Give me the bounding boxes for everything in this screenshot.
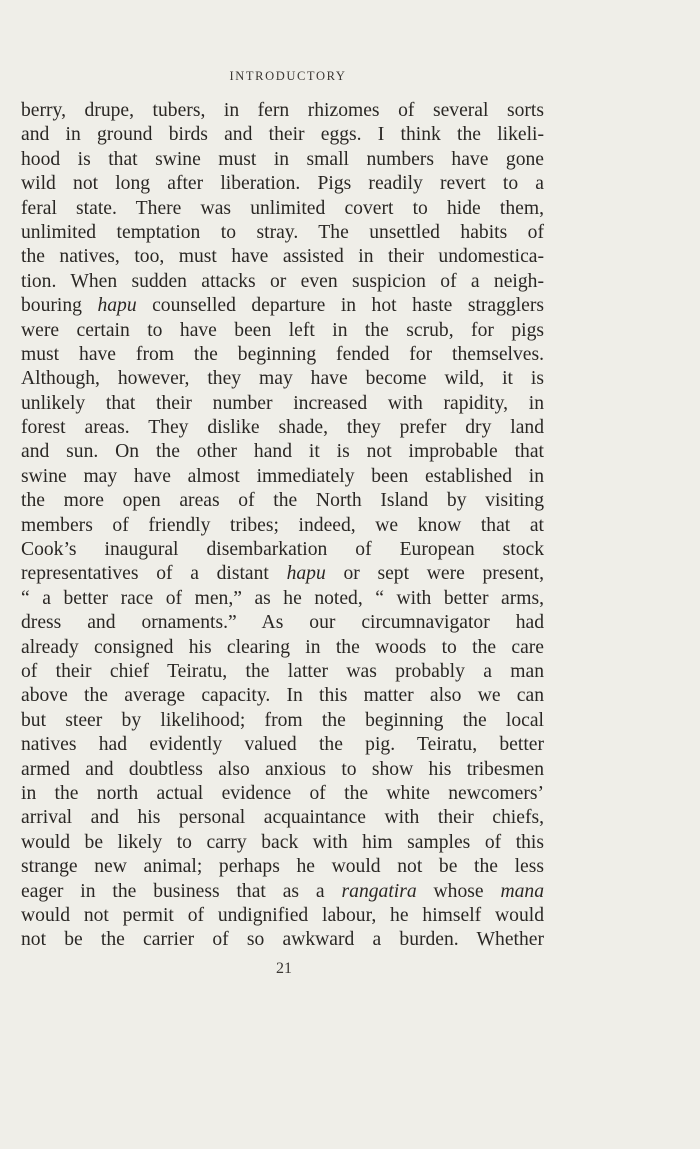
text-segment: natives had evidently valued the pig. Teiratu, better [21, 734, 544, 756]
italic-term: mana [500, 880, 544, 902]
text-line [21, 367, 544, 391]
text-segment: would not permit of undignified labour, he himself would [21, 904, 544, 926]
text-line [21, 928, 544, 952]
text-line [21, 465, 544, 489]
text-segment: dress and ornaments.” As our circumnavigator had [21, 612, 544, 634]
text-segment: but steer by likelihood; from the beginning the local [21, 709, 544, 731]
text-segment: of their chief Teiratu, the latter was probably a man [21, 660, 544, 682]
body-text [21, 99, 544, 953]
text-segment: must have from the beginning fended for themselves. [21, 343, 544, 365]
text-segment: representatives of a distant [21, 563, 287, 585]
text-line [21, 270, 544, 294]
text-segment: hood is that swine must in small numbers have gone [21, 148, 544, 170]
text-line [21, 172, 544, 196]
text-segment: strange new animal; perhaps he would not be the less [21, 856, 544, 878]
text-segment: members of friendly tribes; indeed, we know that at [21, 514, 544, 536]
text-segment: and in ground birds and their eggs. I think the likeli- [21, 124, 544, 146]
text-line [21, 245, 544, 269]
text-segment: bouring [21, 295, 98, 317]
text-line [21, 758, 544, 782]
text-segment: forest areas. They dislike shade, they prefer dry land [21, 417, 544, 439]
text-segment: armed and doubtless also anxious to show his tribesmen [21, 758, 544, 780]
text-line [21, 319, 544, 343]
text-line [21, 880, 544, 904]
text-line [21, 343, 544, 367]
text-line [21, 831, 544, 855]
text-segment: eager in the business that as a [21, 880, 342, 902]
text-line [21, 709, 544, 733]
text-line [21, 489, 544, 513]
text-segment: were certain to have been left in the scrub, for pigs [21, 319, 544, 341]
text-segment: unlimited temptation to stray. The unsettled habits of [21, 221, 544, 243]
text-line [21, 855, 544, 879]
text-line [21, 562, 544, 586]
text-segment: swine may have almost immediately been established in [21, 465, 544, 487]
text-segment: Although, however, they may have become wild, it is [21, 368, 544, 390]
text-segment: the more open areas of the North Island by visiting [21, 490, 544, 512]
text-line [21, 99, 544, 123]
italic-term: rangatira [341, 880, 417, 902]
italic-term: hapu [97, 295, 137, 317]
text-segment: berry, drupe, tubers, in fern rhizomes of several sorts [21, 100, 544, 121]
text-line [21, 806, 544, 830]
text-segment: wild not long after liberation. Pigs readily revert to a [21, 173, 544, 195]
text-segment: the natives, too, must have assisted in their undomestica- [21, 246, 544, 268]
text-segment: would be likely to carry back with him samples of this [21, 831, 544, 853]
text-line [21, 684, 544, 708]
text-line [21, 440, 544, 464]
text-line [21, 148, 544, 172]
text-segment: “ a better race of men,” as he noted, “ with better arms, [21, 587, 544, 609]
text-line [21, 392, 544, 416]
text-line [21, 611, 544, 635]
running-head: INTRODUCTORY [229, 69, 347, 83]
text-segment: whose [416, 880, 501, 902]
text-segment: already consigned his clearing in the woods to the care [21, 636, 544, 658]
text-line [21, 636, 544, 660]
text-segment: counselled departure in hot haste stragglers [136, 295, 544, 317]
text-line [21, 733, 544, 757]
text-line [21, 416, 544, 440]
text-segment: tion. When sudden attacks or even suspicion of a neigh- [21, 270, 544, 292]
text-line [21, 514, 544, 538]
text-line [21, 123, 544, 147]
italic-term: hapu [286, 563, 326, 585]
text-segment: above the average capacity. In this matter also we can [21, 685, 544, 707]
text-line [21, 197, 544, 221]
page-number: 21 [276, 960, 292, 977]
text-line [21, 221, 544, 245]
text-segment: and sun. On the other hand it is not improbable that [21, 441, 544, 463]
text-line [21, 660, 544, 684]
text-segment: Cook’s inaugural disembarkation of European stock [21, 539, 544, 561]
text-segment: or sept were present, [325, 563, 544, 585]
text-line [21, 538, 544, 562]
text-segment: arrival and his personal acquaintance with their chiefs, [21, 807, 544, 829]
text-segment: not be the carrier of so awkward a burden. Whether [21, 929, 544, 951]
text-line [21, 294, 544, 318]
text-line [21, 782, 544, 806]
text-segment: unlikely that their number increased with rapidity, in [21, 392, 544, 414]
text-segment: feral state. There was unlimited covert to hide them, [21, 197, 544, 219]
text-segment: in the north actual evidence of the white newcomers’ [21, 782, 544, 804]
text-line [21, 587, 544, 611]
text-line [21, 904, 544, 928]
